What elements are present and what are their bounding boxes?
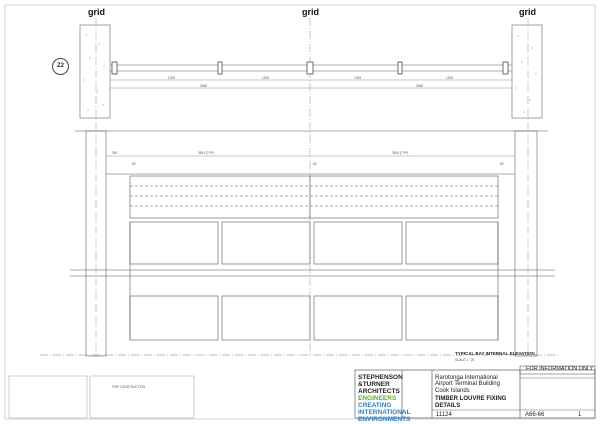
firm-logo <box>358 374 411 423</box>
project-line-3: Cook Islands <box>435 387 470 394</box>
elev-dim-small-3: 60 <box>500 162 504 166</box>
elevation-scale: SCALE 1 : 20 <box>455 358 475 362</box>
plan-dim-total-1: 2646 <box>200 84 208 88</box>
plan-dim-1: 1325 <box>168 76 176 80</box>
drawing-number: A66-66 <box>525 412 545 418</box>
firm-line-1: STEPHENSON <box>358 374 403 381</box>
firm-line-3: ARCHITECTS <box>358 388 400 395</box>
plan-dim-total-2: 2646 <box>416 84 424 88</box>
elev-dim-mid-2: 3624 (TYP) <box>392 151 409 155</box>
firm-line-2: &TURNER <box>358 381 390 388</box>
project-line-1: Rarotonga International <box>435 375 498 381</box>
elev-dim-left: 300 <box>112 151 118 155</box>
status-stamp: FOR INFORMATION ONLY <box>526 366 594 372</box>
grid-label-center: grid <box>302 7 319 17</box>
elevation-caption: TYPICAL BAY INTERNAL ELEVATION <box>455 351 535 356</box>
elev-dim-mid-1: 3624 (TYP) <box>198 151 215 155</box>
firm-line-4: ENGINEERS <box>358 395 397 402</box>
project-number: 11124 <box>436 412 452 418</box>
revision-row: FOR CONSTRUCTION <box>112 385 146 389</box>
grid-label-left: grid <box>88 7 105 17</box>
plan-dim-3: 1325 <box>354 76 362 80</box>
grid-tag-bubble: Z2 <box>52 58 69 75</box>
drawing-title-line-1: TIMBER LOUVRE FIXING <box>435 396 507 402</box>
plan-dim-4: 1325 <box>446 76 454 80</box>
grid-label-right: grid <box>519 7 536 17</box>
plan-dim-2: 1325 <box>262 76 270 80</box>
firm-line-7: ENVIRONMENTS <box>358 416 411 423</box>
project-line-2: Airport Terminal Building <box>435 381 500 388</box>
firm-line-6: INTERNATIONAL <box>358 409 411 416</box>
elev-dim-small-1: 60 <box>132 162 136 166</box>
project-name <box>435 375 500 394</box>
drawing-title-line-2: DETAILS <box>435 402 461 409</box>
firm-line-5: CREATING <box>358 402 392 409</box>
elev-dim-small-2: 60 <box>313 162 317 166</box>
drawing-title <box>435 396 506 409</box>
revision-number: 1 <box>578 412 582 418</box>
